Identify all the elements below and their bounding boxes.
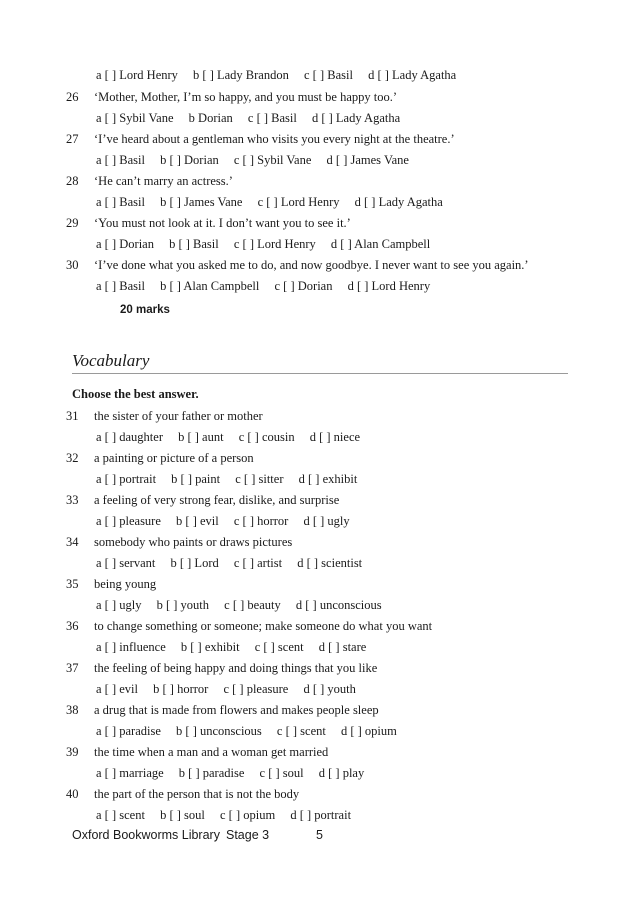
answer-option[interactable]: d [ ] Lord Henry — [347, 279, 431, 293]
question-text: somebody who paints or draws pictures — [94, 535, 293, 549]
page-number: 5 — [316, 828, 323, 842]
answer-option[interactable]: c [ ] pleasure — [223, 682, 289, 696]
answer-option[interactable]: a [ ] scent — [96, 808, 145, 822]
answer-option[interactable]: b [ ] unconscious — [176, 724, 262, 738]
question-text: the time when a man and a woman get married — [94, 745, 329, 759]
question-number: 38 — [66, 703, 79, 717]
answer-option[interactable]: d [ ] play — [318, 766, 365, 780]
question-33 — [66, 493, 339, 508]
question-number: 36 — [66, 619, 79, 633]
answer-option[interactable]: c [ ] horror — [233, 514, 289, 528]
question-number: 30 — [66, 258, 79, 272]
answer-option[interactable]: b [ ] evil — [176, 514, 219, 528]
answer-option[interactable]: a [ ] Basil — [96, 279, 145, 293]
section-title: Vocabulary — [72, 351, 150, 370]
q34-options — [96, 556, 362, 571]
q28-options — [96, 195, 443, 210]
question-31 — [66, 409, 263, 424]
question-number: 37 — [66, 661, 79, 675]
answer-option[interactable]: d [ ] James Vane — [326, 153, 409, 167]
question-number: 32 — [66, 451, 79, 465]
question-number: 26 — [66, 90, 79, 104]
answer-option[interactable]: c [ ] soul — [259, 766, 304, 780]
question-29 — [66, 216, 351, 231]
answer-option[interactable]: c [ ] sitter — [235, 472, 284, 486]
question-text: ‘Mother, Mother, I’m so happy, and you must be happy too.’ — [94, 90, 397, 104]
answer-option[interactable]: b [ ] paradise — [178, 766, 245, 780]
answer-option[interactable]: a [ ] pleasure — [96, 514, 161, 528]
question-30 — [66, 258, 529, 273]
answer-option[interactable]: d [ ] stare — [318, 640, 367, 654]
answer-option[interactable]: c [ ] Sybil Vane — [233, 153, 312, 167]
footer-library: Oxford Bookworms Library — [72, 828, 220, 842]
question-text: the part of the person that is not the body — [94, 787, 300, 801]
question-number: 39 — [66, 745, 79, 759]
answer-option[interactable]: b Dorian — [188, 111, 233, 125]
question-text: ‘You must not look at it. I don’t want you to see it.’ — [94, 216, 351, 230]
answer-option[interactable]: d [ ] unconscious — [295, 598, 382, 612]
question-text: ‘I’ve heard about a gentleman who visits you every night at the theatre.’ — [94, 132, 455, 146]
q29-options — [96, 237, 430, 252]
answer-option[interactable]: d [ ] portrait — [290, 808, 352, 822]
answer-option[interactable]: b [ ] paint — [171, 472, 221, 486]
answer-option[interactable]: a [ ] Basil — [96, 195, 145, 209]
answer-option[interactable]: c [ ] Lord Henry — [233, 237, 316, 251]
q30-options — [96, 279, 430, 294]
answer-option[interactable]: d [ ] scientist — [297, 556, 363, 570]
answer-option[interactable]: c [ ] scent — [254, 640, 304, 654]
answer-option[interactable]: d [ ] Lady Agatha — [368, 68, 457, 82]
section-divider — [72, 373, 568, 374]
question-text: the feeling of being happy and doing things that you like — [94, 661, 378, 675]
q36-options — [96, 640, 366, 655]
answer-option[interactable]: c [ ] Basil — [247, 111, 297, 125]
answer-option[interactable]: c [ ] artist — [233, 556, 283, 570]
answer-option[interactable]: c [ ] beauty — [224, 598, 281, 612]
q25-options — [96, 68, 456, 83]
answer-option[interactable]: b [ ] Basil — [169, 237, 219, 251]
answer-option[interactable]: b [ ] Dorian — [160, 153, 219, 167]
question-text: ‘I’ve done what you asked me to do, and now goodbye. I never want to see you again.’ — [94, 258, 529, 272]
answer-option[interactable]: d [ ] Lady Agatha — [354, 195, 443, 209]
answer-option[interactable]: c [ ] Dorian — [274, 279, 333, 293]
answer-option[interactable]: b [ ] Alan Campbell — [160, 279, 260, 293]
q31-options — [96, 430, 360, 445]
answer-option[interactable]: c [ ] Lord Henry — [257, 195, 340, 209]
answer-option[interactable]: a [ ] portrait — [96, 472, 157, 486]
question-number: 33 — [66, 493, 79, 507]
q40-options — [96, 808, 351, 823]
question-number: 31 — [66, 409, 79, 423]
answer-option[interactable]: a [ ] servant — [96, 556, 156, 570]
answer-option[interactable]: a [ ] Sybil Vane — [96, 111, 174, 125]
answer-option[interactable]: d [ ] opium — [340, 724, 397, 738]
question-28 — [66, 174, 233, 189]
answer-option[interactable]: b [ ] James Vane — [160, 195, 243, 209]
answer-option[interactable]: a [ ] daughter — [96, 430, 163, 444]
question-text: a drug that is made from flowers and makes people sleep — [94, 703, 379, 717]
question-40 — [66, 787, 299, 802]
question-number: 28 — [66, 174, 79, 188]
answer-option[interactable]: a [ ] marriage — [96, 766, 164, 780]
answer-option[interactable]: d [ ] ugly — [303, 514, 350, 528]
answer-option[interactable]: b [ ] youth — [156, 598, 210, 612]
answer-option[interactable]: b [ ] soul — [160, 808, 205, 822]
answer-option[interactable]: a [ ] ugly — [96, 598, 142, 612]
answer-option[interactable]: a [ ] Dorian — [96, 237, 154, 251]
answer-option[interactable]: a [ ] Basil — [96, 153, 145, 167]
answer-option[interactable]: c [ ] scent — [276, 724, 326, 738]
answer-option[interactable]: a [ ] evil — [96, 682, 138, 696]
question-text: being young — [94, 577, 157, 591]
question-text: to change something or someone; make someone do what you want — [94, 619, 433, 633]
question-text: the sister of your father or mother — [94, 409, 263, 423]
answer-option[interactable]: b [ ] horror — [153, 682, 209, 696]
answer-option[interactable]: b [ ] aunt — [178, 430, 224, 444]
question-39 — [66, 745, 328, 760]
question-text: ‘He can’t marry an actress.’ — [94, 174, 233, 188]
answer-option[interactable]: c [ ] Basil — [303, 68, 353, 82]
question-36 — [66, 619, 432, 634]
q27-options — [96, 153, 409, 168]
q35-options — [96, 598, 382, 613]
question-number: 27 — [66, 132, 79, 146]
q37-options — [96, 682, 356, 697]
footer-stage: Stage 3 — [226, 828, 270, 842]
question-26 — [66, 90, 397, 105]
question-34 — [66, 535, 292, 550]
answer-option[interactable]: b [ ] Lady Brandon — [193, 68, 289, 82]
q26-options — [96, 111, 400, 126]
answer-option[interactable]: d [ ] niece — [309, 430, 361, 444]
answer-option[interactable]: b [ ] Lord — [170, 556, 219, 570]
answer-option[interactable]: c [ ] opium — [219, 808, 276, 822]
question-35 — [66, 577, 156, 592]
answer-option[interactable]: b [ ] exhibit — [180, 640, 240, 654]
q38-options — [96, 724, 397, 739]
answer-option[interactable]: d [ ] Alan Campbell — [330, 237, 431, 251]
question-number: 29 — [66, 216, 79, 230]
q33-options — [96, 514, 350, 529]
question-32 — [66, 451, 254, 466]
question-37 — [66, 661, 377, 676]
question-27 — [66, 132, 455, 147]
section-instruction: Choose the best answer. — [72, 387, 199, 401]
answer-option[interactable]: c [ ] cousin — [238, 430, 295, 444]
question-38 — [66, 703, 379, 718]
question-number: 34 — [66, 535, 79, 549]
answer-option[interactable]: a [ ] paradise — [96, 724, 161, 738]
answer-option[interactable]: d [ ] exhibit — [298, 472, 358, 486]
answer-option[interactable]: d [ ] Lady Agatha — [311, 111, 401, 125]
answer-option[interactable]: d [ ] youth — [303, 682, 356, 696]
answer-option[interactable]: a [ ] influence — [96, 640, 166, 654]
question-number: 35 — [66, 577, 79, 591]
question-number: 40 — [66, 787, 79, 801]
q39-options — [96, 766, 364, 781]
question-text: a feeling of very strong fear, dislike, and surprise — [94, 493, 340, 507]
marks-label: 20 marks — [120, 304, 170, 316]
q32-options — [96, 472, 357, 487]
question-text: a painting or picture of a person — [94, 451, 254, 465]
answer-option[interactable]: a [ ] Lord Henry — [96, 68, 178, 82]
